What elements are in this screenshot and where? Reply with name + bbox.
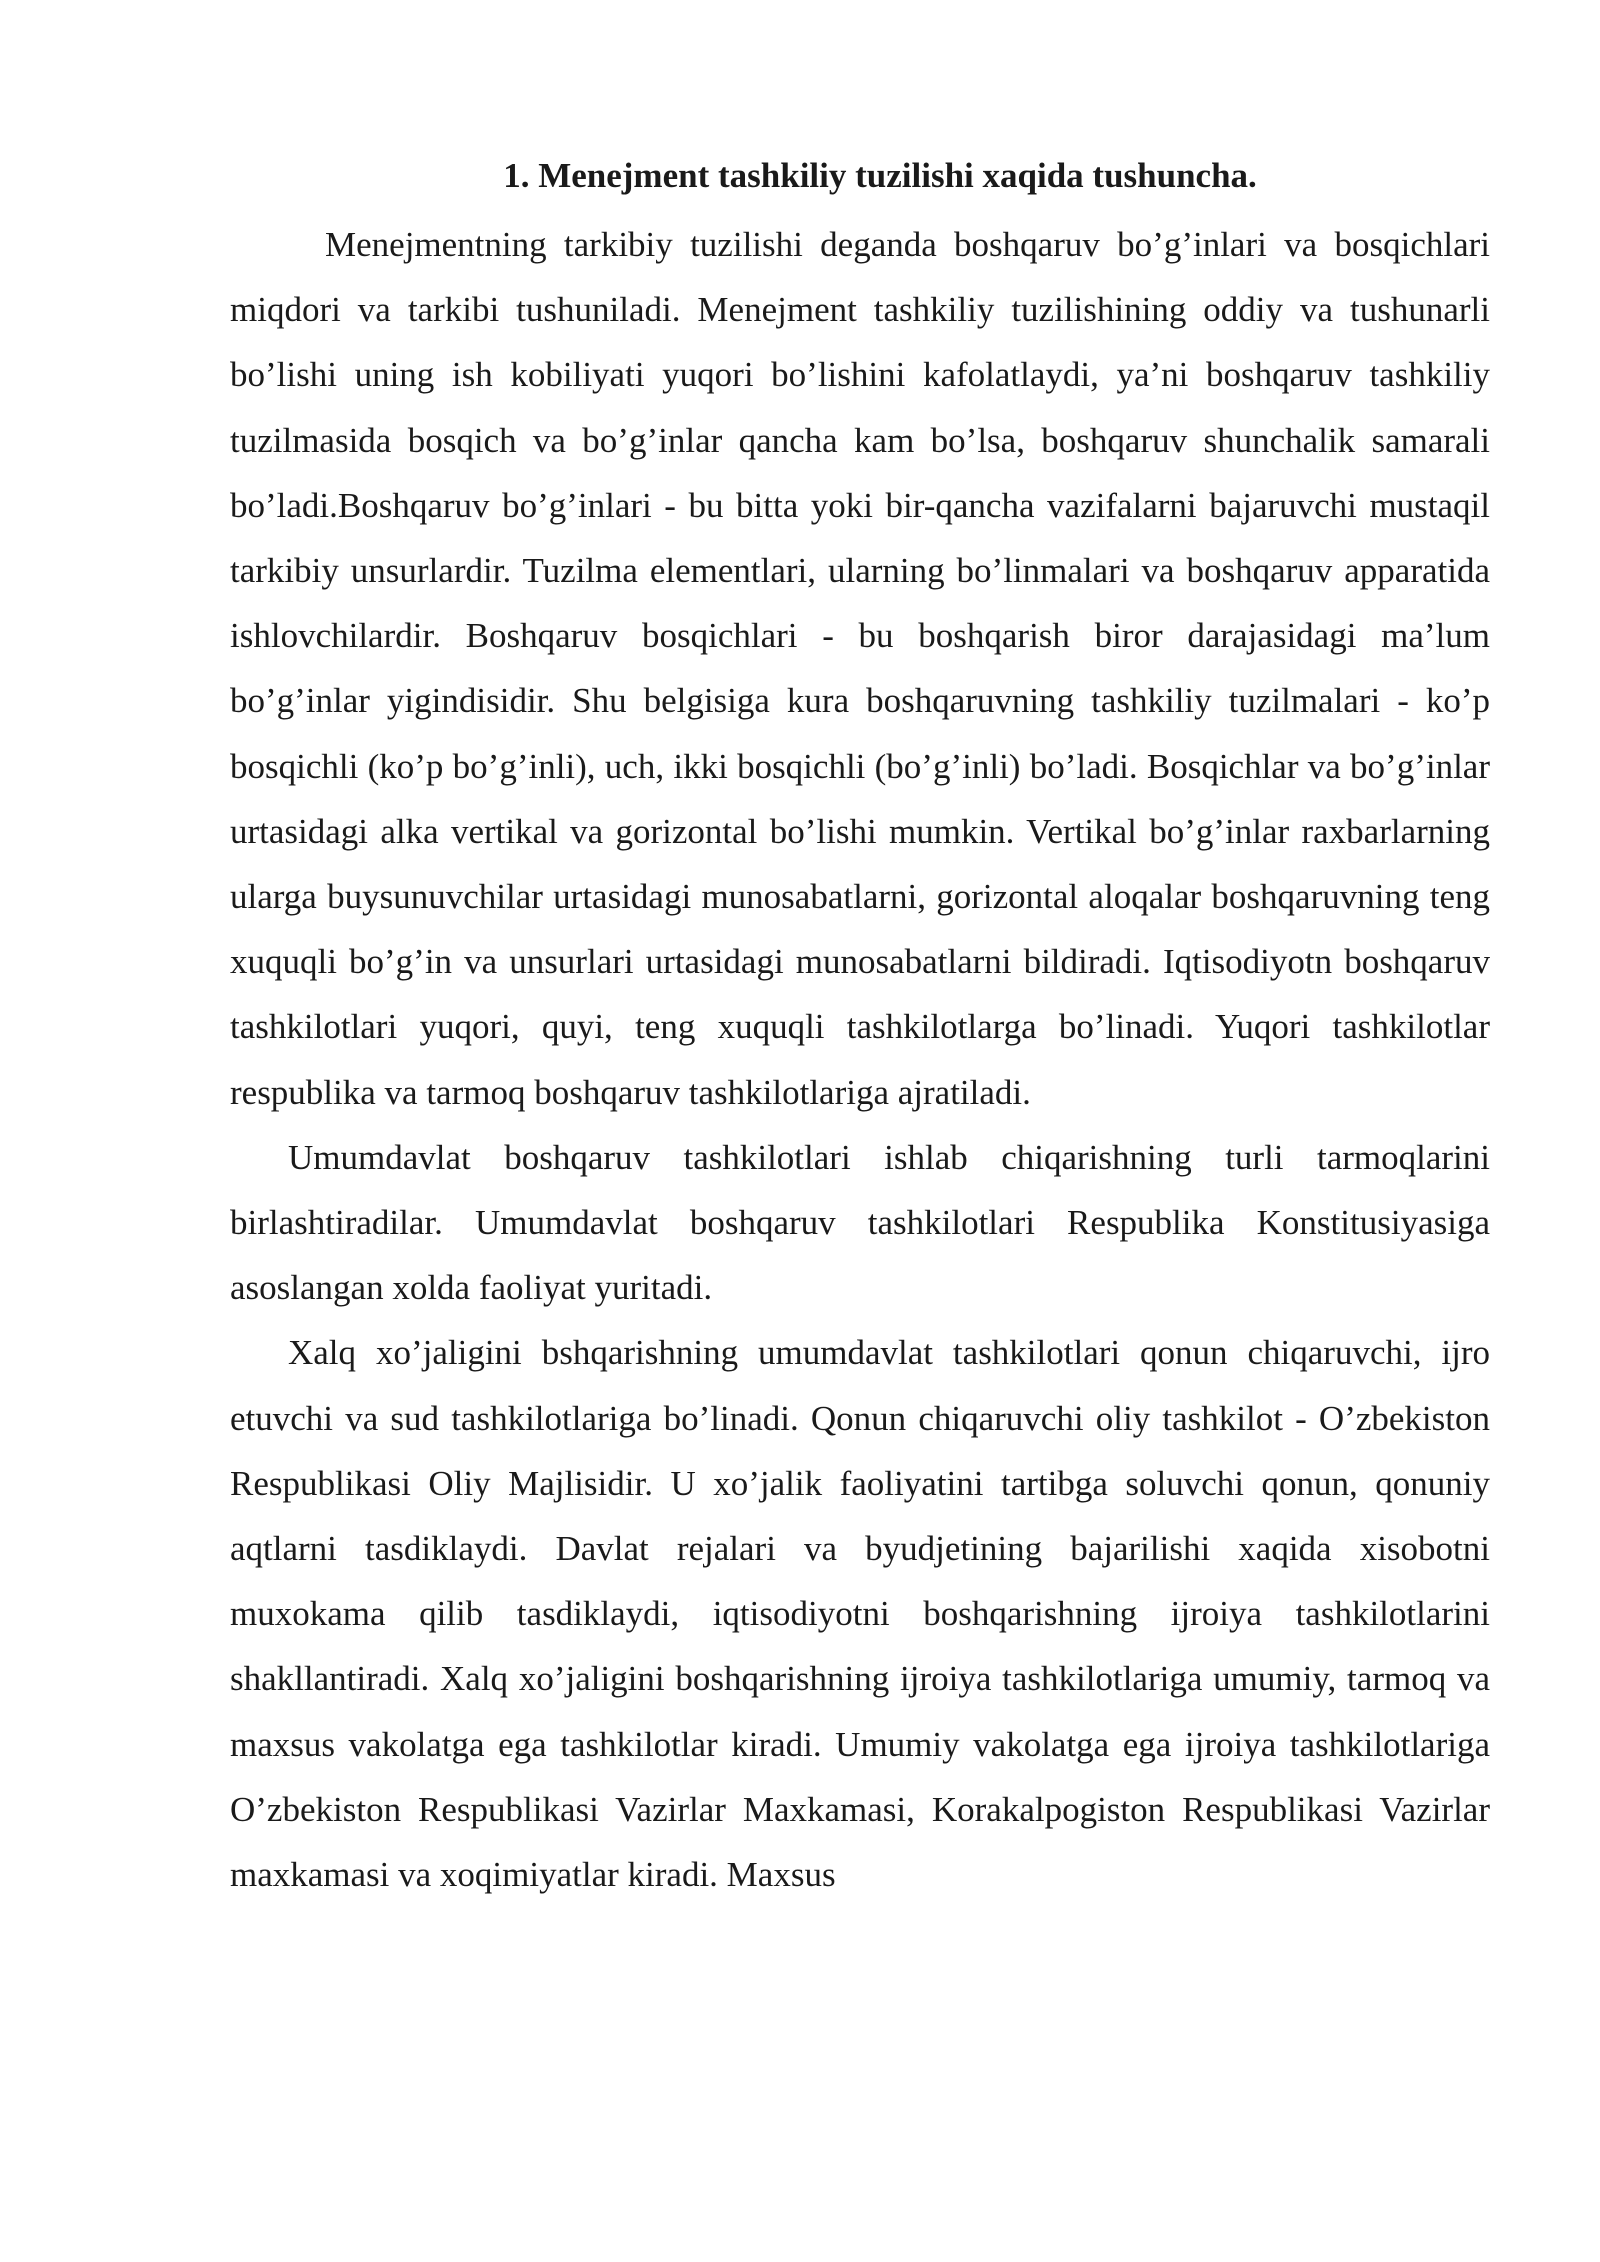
document-page xyxy=(230,148,1490,1907)
section-title: 1. Menejment tashkiliy tuzilishi xaqida tushuncha. xyxy=(503,156,1257,195)
paragraph-2: Umumdavlat boshqaruv tashkilotlari ishlab chiqarishning turli tarmoqlarini birlashtiradilar. Umumdavlat boshqaruv tashkilotlari Respublika Konstitusiyasiga asoslangan xolda faoliyat yuritadi. xyxy=(230,1137,1490,1308)
paragraph-3: Xalq xo’jaligini bshqarishning umumdavlat tashkilotlari qonun chiqaruvchi, ijro etuvchi va sud tashkilotlariga bo’linadi. Qonun chiqaruvchi oliy tashkilot - O’zbekiston Respublikasi Oliy Majlisidir. U xo’jalik faoliyatini tartibga soluvchi qonun, qonuniy aqtlarni tasdiklaydi. Davlat rejalari va byudjetining bajarilishi xaqida xisobotni muxokama qilib tasdiklaydi, iqtisodiyotni boshqarishning ijroiya tashkilotlarini shakllantiradi. Xalq xo’jaligini boshqarishning ijroiya tashkilotlariga umumiy, tarmoq va maxsus vakolatga ega tashkilotlar kiradi. Umumiy vakolatga ega ijroiya tashkilotlariga O’zbekiston Respublikasi Vazirlar Maxkamasi, Korakalpogiston Respublikasi Vazirlar maxkamasi va xoqimiyatlar kiradi. Maxsus xyxy=(230,1333,1490,1895)
paragraph-1: Menejmentning tarkibiy tuzilishi deganda boshqaruv bo’g’inlari va bosqichlari miqdori va tarkibi tushuniladi. Menejment tashkiliy tuzilishining oddiy va tushunarli bo’lishi uning ish kobiliyati yuqori bo’lishini kafolatlaydi, ya’ni boshqaruv tashkiliy tuzilmasida bosqich va bo’g’inlar qancha kam bo’lsa, boshqaruv shunchalik samarali bo’ladi.Boshqaruv bo’g’inlari - bu bitta yoki bir-qancha vazifalarni bajaruvchi mustaqil tarkibiy unsurlardir. Tuzilma elementlari, ularning bo’linmalari va boshqaruv apparatida ishlovchilardir. Boshqaruv bosqichlari - bu boshqarish biror darajasidagi ma’lum bo’g’inlar yigindisidir. Shu belgisiga kura boshqaruvning tashkiliy tuzilmalari - ko’p bosqichli (ko’p bo’g’inli), uch, ikki bosqichli (bo’g’inli) bo’ladi. Bosqichlar va bo’g’inlar urtasidagi alka vertikal va gorizontal bo’lishi mumkin. Vertikal bo’g’inlar raxbarlarning ularga buysunuvchilar urtasidagi munosabatlarni, gorizontal aloqalar boshqaruvning teng xuquqli bo’g’in va unsurlari urtasidagi munosabatlarni bildiradi. Iqtisodiyotn boshqaruv tashkilotlari yuqori, quyi, teng xuquqli tashkilotlarga bo’linadi. Yuqori tashkilotlar respublika va tarmoq boshqaruv tashkilotlariga ajratiladi. xyxy=(230,225,1490,1112)
